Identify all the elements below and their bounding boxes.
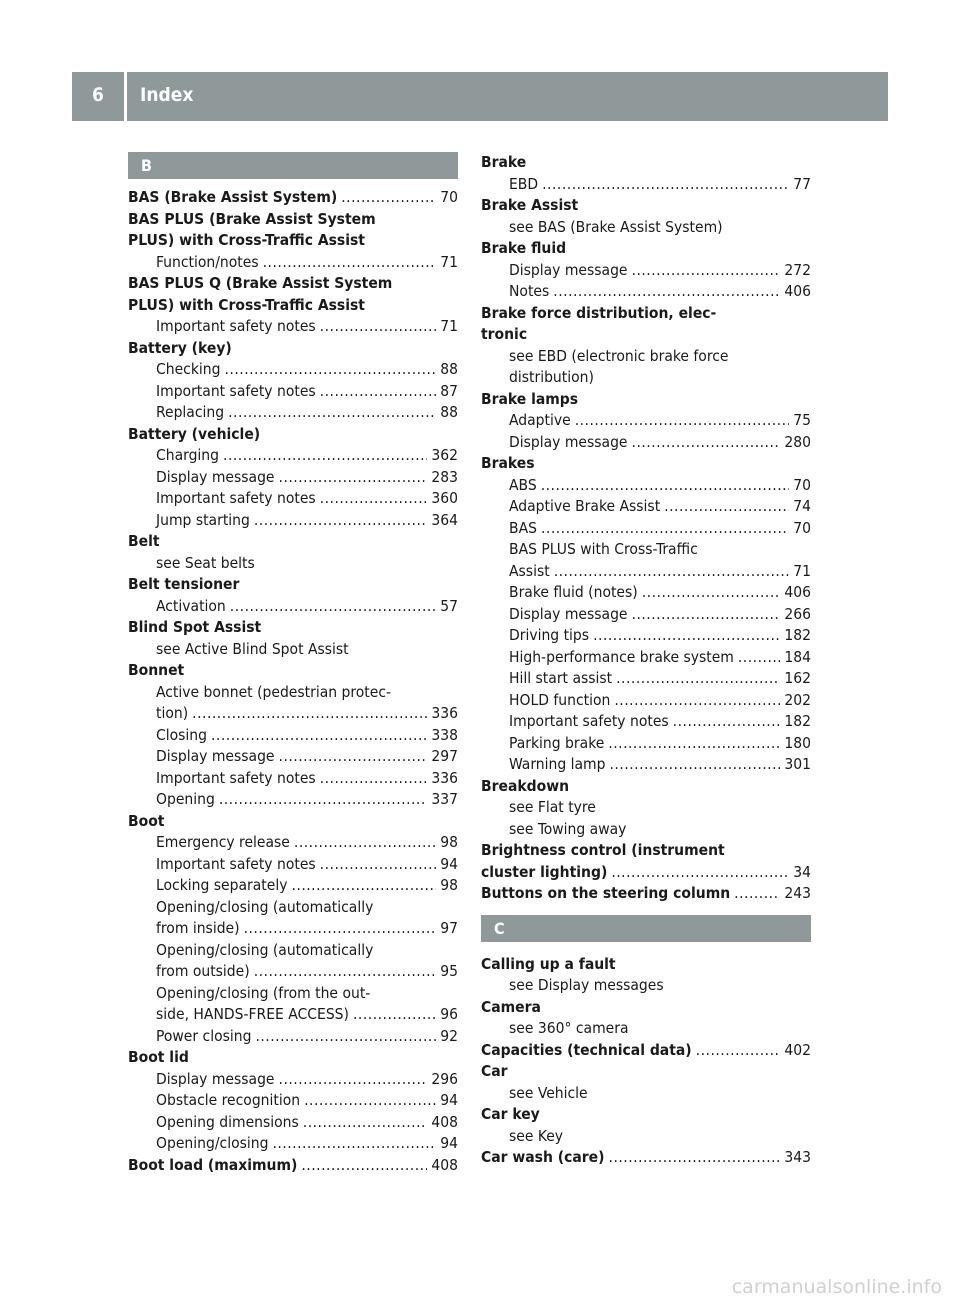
dot-leader [279, 746, 428, 768]
dot-leader [320, 768, 428, 790]
dot-leader [541, 518, 789, 540]
entry-text: Opening [156, 790, 215, 808]
dot-leader [279, 1069, 428, 1091]
entry-text: Calling up a fault [481, 954, 616, 973]
section-letter: C [481, 915, 811, 942]
page-reference[interactable]: 266 [784, 604, 811, 623]
index-subentry [481, 625, 811, 647]
entry-text: Driving tips [509, 626, 590, 644]
dot-leader [263, 252, 437, 274]
dot-leader [554, 561, 790, 583]
dot-leader [341, 187, 436, 209]
entry-text: PLUS) with Cross-Traffic Assist [128, 295, 365, 314]
entry-text: Display message [509, 260, 628, 279]
index-subentry [128, 467, 458, 489]
index-subentry [481, 975, 811, 997]
index-entry [128, 295, 458, 317]
dot-leader [664, 496, 789, 518]
index-entry [481, 954, 811, 976]
header-divider [124, 72, 127, 121]
page-reference[interactable]: 408 [431, 1155, 458, 1174]
page-reference[interactable]: 360 [431, 489, 458, 507]
index-subentry [481, 475, 811, 497]
dot-leader [228, 402, 436, 424]
index-subentry [128, 983, 458, 1005]
entry-text: Breakdown [481, 776, 570, 795]
entry-text: Adaptive Brake Assist [509, 497, 661, 515]
entry-text: see 360° camera [509, 1019, 629, 1037]
index-subentry [128, 1090, 458, 1112]
entry-text: Display message [509, 432, 628, 451]
page-reference[interactable]: 94 [440, 1134, 458, 1152]
index-entry [481, 238, 811, 260]
entry-text: see Display messages [509, 976, 664, 994]
page-reference[interactable]: 87 [440, 381, 458, 400]
entry-text: Brake fluid (notes) [509, 583, 638, 601]
entry-text: Important safety notes [156, 768, 316, 787]
entry-text: Boot load (maximum) [128, 1155, 298, 1174]
entry-text: Car key [481, 1105, 540, 1123]
index-subentry [128, 381, 458, 403]
page-reference[interactable]: 408 [431, 1112, 458, 1131]
entry-text: see Vehicle [509, 1083, 588, 1102]
entry-text: HOLD function [509, 690, 611, 709]
page-reference[interactable]: 70 [793, 475, 811, 494]
entry-text: Brake fluid [481, 239, 567, 257]
index-subentry [481, 281, 811, 303]
index-entry [128, 273, 458, 295]
page-header [72, 72, 888, 121]
entry-text: Battery (vehicle) [128, 424, 261, 443]
dot-leader [192, 703, 427, 725]
index-entry [481, 1147, 811, 1169]
entry-text: Warning lamp [509, 755, 606, 773]
page-reference[interactable]: 96 [440, 1005, 458, 1023]
dot-leader [610, 754, 781, 776]
entry-text: BAS PLUS with Cross-Traffic [509, 540, 698, 558]
page-reference[interactable]: 71 [440, 317, 458, 335]
index-subentry [128, 252, 458, 274]
entry-text: see Key [509, 1126, 564, 1145]
index-entry [128, 811, 458, 833]
index-subentry [481, 1126, 811, 1148]
index-subentry [128, 703, 458, 725]
dot-leader [673, 711, 781, 733]
index-subentry [481, 217, 811, 239]
index-entry [481, 303, 811, 325]
index-entry [481, 1061, 811, 1083]
page-reference[interactable]: 243 [784, 884, 811, 902]
dot-leader [542, 174, 789, 196]
entry-text: side, HANDS-FREE ACCESS) [156, 1005, 349, 1023]
index-subentry [481, 819, 811, 841]
entry-text: tion) [156, 704, 189, 722]
index-column-left [128, 152, 458, 1176]
index-subentry [128, 682, 458, 704]
index-entry [481, 1104, 811, 1126]
page-reference[interactable]: 336 [431, 704, 458, 722]
entry-text: BAS PLUS Q (Brake Assist System [128, 274, 393, 292]
section-letter: B [128, 152, 458, 179]
page-reference[interactable]: 94 [440, 854, 458, 873]
page-reference[interactable]: 71 [793, 561, 811, 580]
index-subentry [128, 596, 458, 618]
dot-leader [320, 381, 437, 403]
entry-text: Brightness control (instrument [481, 841, 725, 859]
entry-text: Opening/closing (automatically [156, 940, 374, 959]
entry-text: Opening dimensions [156, 1112, 299, 1131]
entry-text: from outside) [156, 962, 250, 980]
page-reference[interactable]: 297 [431, 747, 458, 765]
index-subentry [128, 316, 458, 338]
index-entry [481, 776, 811, 798]
dot-leader [575, 410, 790, 432]
index-column-right [481, 152, 811, 1169]
index-subentry [128, 832, 458, 854]
entry-text: Boot lid [128, 1048, 189, 1066]
dot-leader [279, 467, 428, 489]
entry-text: Camera [481, 997, 541, 1016]
dot-leader [632, 260, 781, 282]
page-reference[interactable]: 337 [431, 790, 458, 808]
dot-leader [696, 1040, 781, 1062]
entry-text: Opening/closing (automatically [156, 897, 374, 916]
page-reference[interactable]: 71 [440, 252, 458, 271]
page-reference[interactable]: 75 [793, 411, 811, 429]
entry-text: Brake Assist [481, 196, 579, 214]
entry-text: BAS PLUS (Brake Assist System [128, 209, 376, 228]
dot-leader [219, 789, 428, 811]
page-number: 6 [92, 84, 104, 106]
index-entry [481, 997, 811, 1019]
entry-text: Locking separately [156, 876, 288, 894]
index-subentry [481, 604, 811, 626]
entry-text: see EBD (electronic brake force [509, 346, 729, 365]
watermark: carmanualsonline.info [731, 1276, 942, 1298]
entry-text: Buttons on the steering column [481, 884, 731, 902]
page-reference[interactable]: 98 [440, 833, 458, 851]
entry-text: EBD [509, 174, 539, 193]
dot-leader [609, 1147, 781, 1169]
entry-text: from inside) [156, 919, 240, 937]
index-subentry [128, 746, 458, 768]
page-reference[interactable]: 362 [431, 446, 458, 464]
page-reference[interactable]: 88 [440, 360, 458, 378]
entry-text: see Flat tyre [509, 798, 596, 816]
index-subentry [128, 725, 458, 747]
index-entry [481, 862, 811, 884]
dot-leader [294, 832, 436, 854]
entry-text: Battery (key) [128, 338, 232, 357]
index-subentry [481, 518, 811, 540]
entry-text: Display message [509, 604, 628, 623]
index-entry [481, 1040, 811, 1062]
entry-text: Display message [156, 747, 275, 765]
page-reference[interactable]: 182 [784, 626, 811, 644]
index-entry [128, 187, 458, 209]
page-reference[interactable]: 202 [784, 690, 811, 709]
index-subentry [128, 961, 458, 983]
index-subentry [481, 647, 811, 669]
index-subentry [481, 260, 811, 282]
entry-text: see Active Blind Spot Assist [156, 639, 349, 658]
index-entry [481, 152, 811, 174]
dot-leader [734, 883, 780, 905]
page-reference[interactable]: 283 [431, 467, 458, 486]
entry-text: Active bonnet (pedestrian protec- [156, 682, 392, 701]
page-reference[interactable]: 272 [784, 260, 811, 279]
entry-text: Important safety notes [156, 489, 316, 507]
dot-leader [353, 1004, 436, 1026]
entry-text: Checking [156, 360, 221, 378]
index-entry [128, 209, 458, 231]
entry-text: Brake lamps [481, 389, 579, 408]
entry-text: Function/notes [156, 252, 259, 271]
dot-leader [254, 510, 428, 532]
index-subentry [128, 1026, 458, 1048]
page-reference[interactable]: 301 [784, 755, 811, 773]
page-reference[interactable]: 338 [431, 725, 458, 744]
index-subentry [481, 410, 811, 432]
index-subentry [128, 897, 458, 919]
entry-text: tronic [481, 325, 528, 343]
index-entry [128, 1155, 458, 1177]
dot-leader [211, 725, 427, 747]
index-subentry [481, 1083, 811, 1105]
entry-text: Brake force distribution, elec- [481, 303, 717, 322]
page-reference[interactable]: 184 [784, 647, 811, 666]
page-reference[interactable]: 70 [440, 188, 458, 206]
index-subentry [128, 639, 458, 661]
index-subentry [481, 496, 811, 518]
entry-text: Replacing [156, 403, 225, 421]
index-subentry [128, 789, 458, 811]
dot-leader [738, 647, 781, 669]
index-subentry [481, 668, 811, 690]
dot-leader [632, 604, 781, 626]
index-entry [128, 338, 458, 360]
entry-text: Important safety notes [509, 712, 669, 730]
entry-text: Capacities (technical data) [481, 1040, 692, 1059]
dot-leader [304, 1090, 436, 1112]
dot-leader [230, 596, 436, 618]
index-subentry [481, 539, 811, 561]
page-reference[interactable]: 34 [793, 862, 811, 881]
page-reference[interactable]: 92 [440, 1026, 458, 1045]
page-reference[interactable]: 180 [784, 733, 811, 752]
entry-text: Belt [128, 532, 160, 550]
entry-text: ABS [509, 475, 537, 494]
index-subentry [481, 711, 811, 733]
page-reference[interactable]: 97 [440, 919, 458, 937]
index-subentry [128, 553, 458, 575]
index-subentry [481, 733, 811, 755]
page-reference[interactable]: 95 [440, 962, 458, 980]
index-subentry [128, 445, 458, 467]
index-entry [128, 531, 458, 553]
index-subentry [128, 918, 458, 940]
index-subentry [128, 510, 458, 532]
index-entry [128, 424, 458, 446]
entry-text: Activation [156, 596, 226, 615]
entry-text: Charging [156, 446, 220, 464]
index-entry [481, 389, 811, 411]
page-reference[interactable]: 77 [793, 174, 811, 193]
entry-text: Closing [156, 725, 207, 744]
index-subentry [128, 488, 458, 510]
entry-text: Display message [156, 467, 275, 486]
entry-text: BAS (Brake Assist System) [128, 188, 338, 206]
dot-leader [224, 359, 436, 381]
dot-leader [553, 281, 780, 303]
page-title: Index [140, 84, 194, 106]
index-subentry [481, 690, 811, 712]
index-entry [481, 195, 811, 217]
entry-text: Jump starting [156, 510, 250, 529]
index-entry [481, 324, 811, 346]
index-subentry [128, 1004, 458, 1026]
page-reference[interactable]: 280 [784, 432, 811, 451]
entry-text: see Towing away [509, 819, 627, 838]
entry-text: Hill start assist [509, 669, 613, 687]
entry-text: PLUS) with Cross-Traffic Assist [128, 231, 365, 249]
dot-leader [642, 582, 781, 604]
dot-leader [303, 1112, 428, 1134]
entry-text: Car [481, 1062, 508, 1080]
page-reference[interactable]: 296 [431, 1069, 458, 1088]
index-entry [128, 617, 458, 639]
entry-text: Belt tensioner [128, 575, 240, 593]
entry-text: Boot [128, 811, 165, 830]
entry-text: Obstacle recognition [156, 1091, 301, 1109]
entry-text: Parking brake [509, 733, 605, 752]
entry-text: High-performance brake system [509, 647, 734, 666]
dot-leader [593, 625, 780, 647]
dot-leader [254, 961, 437, 983]
page-reference[interactable]: 162 [784, 669, 811, 687]
index-subentry [128, 768, 458, 790]
index-entry [128, 660, 458, 682]
index-subentry [128, 402, 458, 424]
index-subentry [128, 1133, 458, 1155]
index-subentry [481, 1018, 811, 1040]
dot-leader [223, 445, 427, 467]
dot-leader [320, 854, 437, 876]
entry-text: Notes [509, 282, 550, 300]
entry-text: Blind Spot Assist [128, 618, 262, 636]
entry-text: Important safety notes [156, 381, 316, 400]
page-reference[interactable]: 57 [440, 596, 458, 615]
page-reference[interactable]: 402 [784, 1040, 811, 1059]
entry-text: Important safety notes [156, 317, 316, 335]
dot-leader [632, 432, 781, 454]
page-reference[interactable]: 336 [431, 768, 458, 787]
entry-text: Brake [481, 153, 527, 171]
entry-text: Brakes [481, 454, 535, 472]
dot-leader [320, 488, 428, 510]
entry-text: Important safety notes [156, 854, 316, 873]
dot-leader [608, 733, 780, 755]
dot-leader [244, 918, 437, 940]
page-reference[interactable]: 182 [784, 712, 811, 730]
page-reference[interactable]: 70 [793, 518, 811, 537]
page-reference[interactable]: 406 [784, 583, 811, 601]
dot-leader [614, 690, 780, 712]
index-subentry [128, 940, 458, 962]
index-subentry [481, 367, 811, 389]
index-subentry [481, 432, 811, 454]
index-subentry [481, 582, 811, 604]
page-reference[interactable]: 74 [793, 497, 811, 515]
index-subentry [481, 754, 811, 776]
dot-leader [541, 475, 790, 497]
index-entry [481, 453, 811, 475]
page-reference[interactable]: 364 [431, 510, 458, 529]
entry-text: Opening/closing (from the out- [156, 983, 371, 1002]
index-entry [128, 574, 458, 596]
entry-text: Car wash (care) [481, 1148, 605, 1166]
dot-leader [255, 1026, 436, 1048]
index-subentry [128, 854, 458, 876]
page-reference[interactable]: 343 [784, 1148, 811, 1166]
entry-text: see BAS (Brake Assist System) [509, 217, 723, 236]
index-subentry [481, 174, 811, 196]
index-entry [481, 883, 811, 905]
entry-text: Adaptive [509, 411, 571, 429]
entry-text: cluster lighting) [481, 862, 608, 881]
index-entry [128, 1047, 458, 1069]
index-subentry [128, 1112, 458, 1134]
entry-text: Bonnet [128, 661, 185, 679]
index-subentry [481, 561, 811, 583]
entry-text: Display message [156, 1069, 275, 1088]
dot-leader [616, 668, 780, 690]
dot-leader [272, 1133, 436, 1155]
entry-text: Assist [509, 561, 550, 580]
page-reference[interactable]: 88 [440, 403, 458, 421]
entry-text: distribution) [509, 368, 594, 386]
dot-leader [301, 1155, 427, 1177]
page-reference[interactable]: 94 [440, 1091, 458, 1109]
page-reference[interactable]: 98 [440, 876, 458, 894]
index-subentry [128, 359, 458, 381]
entry-text: Power closing [156, 1026, 252, 1045]
entry-text: Opening/closing [156, 1134, 269, 1152]
index-entry [481, 840, 811, 862]
index-subentry [481, 346, 811, 368]
dot-leader [320, 316, 437, 338]
index-subentry [128, 875, 458, 897]
page-reference[interactable]: 406 [784, 282, 811, 300]
index-entry [128, 230, 458, 252]
dot-leader [611, 862, 789, 884]
entry-text: Emergency release [156, 833, 290, 851]
entry-text: BAS [509, 518, 537, 537]
entry-text: see Seat belts [156, 553, 255, 572]
dot-leader [291, 875, 436, 897]
index-subentry [128, 1069, 458, 1091]
index-subentry [481, 797, 811, 819]
